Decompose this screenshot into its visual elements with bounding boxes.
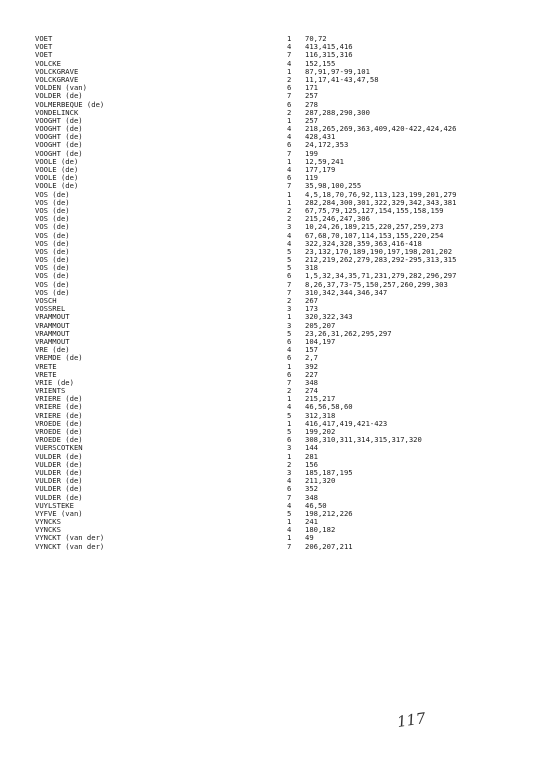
entry-pages: 12,59,241 (305, 156, 344, 166)
entry-volume: 1 (287, 197, 292, 207)
entry-volume: 6 (287, 435, 292, 445)
entry-surname: VYFVE (van) (35, 508, 83, 518)
entry-surname: VRIERE (de) (35, 410, 83, 420)
entry-volume: 5 (287, 263, 292, 273)
index-entry (0, 371, 549, 379)
entry-surname: VRE (de) (35, 345, 70, 355)
entry-surname: VULDER (de) (35, 451, 83, 461)
entry-volume: 4 (287, 58, 292, 68)
entry-pages: 49 (305, 533, 314, 543)
entry-volume: 6 (287, 369, 292, 379)
entry-pages: 11,17,41-43,47,58 (305, 74, 379, 84)
entry-surname: VOET (35, 50, 53, 60)
entry-volume: 3 (287, 443, 292, 453)
entry-volume: 7 (287, 91, 292, 101)
index-entry (0, 510, 549, 518)
index-entry (0, 158, 549, 166)
index-entry (0, 166, 549, 174)
entry-surname: VYNCKS (35, 525, 61, 535)
index-entry (0, 272, 549, 280)
index-entry (0, 101, 549, 109)
index-entry (0, 51, 549, 59)
entry-volume: 7 (287, 50, 292, 60)
entry-volume: 6 (287, 140, 292, 150)
entry-pages: 156 (305, 459, 318, 469)
entry-surname: VRIE (de) (35, 377, 74, 387)
entry-surname: VOS (de) (35, 287, 70, 297)
entry-volume: 3 (287, 304, 292, 314)
entry-surname: VOS (de) (35, 189, 70, 199)
entry-volume: 3 (287, 320, 292, 330)
entry-volume: 1 (287, 361, 292, 371)
entry-pages: 144 (305, 443, 318, 453)
entry-volume: 6 (287, 271, 292, 281)
index-entry (0, 543, 549, 551)
entry-pages: 206,207,211 (305, 541, 353, 551)
entry-surname: VULDER (de) (35, 459, 83, 469)
entry-surname: VUYLSTEKE (35, 500, 74, 510)
entry-pages: 312,318 (305, 410, 336, 420)
entry-pages: 180,182 (305, 525, 336, 535)
entry-volume: 1 (287, 156, 292, 166)
entry-pages: 211,320 (305, 476, 336, 486)
index-entry (0, 322, 549, 330)
entry-volume: 4 (287, 238, 292, 248)
entry-volume: 6 (287, 173, 292, 183)
entry-pages: 104,197 (305, 336, 336, 346)
entry-surname: VOOGHT (de) (35, 140, 83, 150)
entry-surname: VOS (de) (35, 246, 70, 256)
entry-surname: VROEDE (de) (35, 435, 83, 445)
entry-pages: 177,179 (305, 165, 336, 174)
entry-surname: VREMDE (de) (35, 353, 83, 363)
entry-volume: 1 (287, 189, 292, 199)
entry-surname: VOOLE (de) (35, 165, 79, 174)
entry-surname: VOS (de) (35, 255, 70, 265)
entry-pages: 185,187,195 (305, 467, 353, 477)
entry-pages: 87,91,97-99,101 (305, 66, 370, 76)
entry-volume: 2 (287, 74, 292, 84)
entry-surname: VOS (de) (35, 222, 70, 232)
entry-volume: 5 (287, 328, 292, 338)
entry-pages: 215,246,247,306 (305, 214, 370, 224)
entry-surname: VUERSCOTKEN (35, 443, 83, 453)
entry-pages: 173 (305, 304, 318, 314)
entry-surname: VOOGHT (de) (35, 115, 83, 125)
entry-surname: VRAMMOUT (35, 328, 70, 338)
entry-volume: 4 (287, 345, 292, 355)
entry-pages: 67,68,70,107,114,153,155,220,254 (305, 230, 444, 240)
index-entry (0, 207, 549, 215)
entry-surname: VRETE (35, 361, 57, 371)
entry-pages: 2,7 (305, 353, 318, 363)
entry-surname: VOOGHT (de) (35, 148, 83, 158)
index-entry (0, 363, 549, 371)
index-entry (0, 43, 549, 51)
entry-pages: 392 (305, 361, 318, 371)
entry-volume: 4 (287, 124, 292, 134)
entry-volume: 7 (287, 287, 292, 297)
entry-volume: 7 (287, 377, 292, 387)
entry-surname: VROEDE (de) (35, 418, 83, 428)
entry-pages: 287,288,290,300 (305, 107, 370, 117)
entry-volume: 2 (287, 214, 292, 224)
entry-surname: VOLDEN (van) (35, 83, 87, 93)
entry-surname: VOOLE (de) (35, 181, 79, 191)
index-entry (0, 182, 549, 190)
index-entry (0, 240, 549, 248)
entry-pages: 157 (305, 345, 318, 355)
entry-pages: 67,75,79,125,127,154,155,158,159 (305, 205, 444, 215)
entry-pages: 320,322,343 (305, 312, 353, 322)
entry-surname: VULDER (de) (35, 476, 83, 486)
entry-volume: 6 (287, 484, 292, 494)
entry-surname: VULDER (de) (35, 467, 83, 477)
entry-volume: 1 (287, 517, 292, 527)
entry-pages: 416,417,419,421-423 (305, 418, 388, 428)
entry-volume: 7 (287, 279, 292, 289)
entry-volume: 4 (287, 402, 292, 412)
entry-pages: 70,72 (305, 34, 327, 43)
entry-pages: 267 (305, 296, 318, 305)
index-entry (0, 281, 549, 289)
entry-pages: 199 (305, 148, 318, 158)
entry-surname: VOET (35, 42, 53, 52)
entry-surname: VOET (35, 34, 53, 43)
entry-volume: 4 (287, 476, 292, 486)
entry-pages: 227 (305, 369, 318, 379)
index-entry (0, 215, 549, 223)
entry-pages: 1,5,32,34,35,71,231,279,282,296,297 (305, 271, 457, 281)
entry-pages: 282,284,300,301,322,329,342,343,381 (305, 197, 457, 207)
entry-volume: 2 (287, 296, 292, 305)
entry-surname: VULDER (de) (35, 492, 83, 502)
entry-volume: 1 (287, 451, 292, 461)
entry-volume: 3 (287, 222, 292, 232)
entry-surname: VOOLE (de) (35, 156, 79, 166)
entry-volume: 6 (287, 353, 292, 363)
entry-surname: VOS (de) (35, 279, 70, 289)
entry-surname: VOOLE (de) (35, 173, 79, 183)
entry-surname: VOSSREL (35, 304, 66, 314)
entry-pages: 46,50 (305, 500, 327, 510)
entry-volume: 4 (287, 165, 292, 174)
entry-pages: 413,415,416 (305, 42, 353, 52)
entry-volume: 7 (287, 148, 292, 158)
index-entry (0, 494, 549, 502)
entry-pages: 308,310,311,314,315,317,320 (305, 435, 422, 445)
entry-volume: 1 (287, 533, 292, 543)
entry-volume: 7 (287, 181, 292, 191)
index-entry (0, 60, 549, 68)
entry-surname: VYNCKS (35, 517, 61, 527)
index-entry (0, 297, 549, 305)
entry-volume: 5 (287, 508, 292, 518)
entry-surname: VOLCKGRAVE (35, 74, 79, 84)
index-entry (0, 150, 549, 158)
entry-pages: 23,26,31,262,295,297 (305, 328, 392, 338)
entry-pages: 218,265,269,363,409,420-422,424,426 (305, 124, 457, 134)
entry-pages: 348 (305, 492, 318, 502)
index-entry (0, 289, 549, 297)
index-entry (0, 338, 549, 346)
entry-pages: 10,24,26,189,215,220,257,259,273 (305, 222, 444, 232)
entry-volume: 4 (287, 132, 292, 142)
entry-surname: VOS (de) (35, 205, 70, 215)
entry-pages: 212,219,262,279,283,292-295,313,315 (305, 255, 457, 265)
entry-surname: VULDER (de) (35, 484, 83, 494)
entry-pages: 274 (305, 386, 318, 396)
entry-surname: VONDELINCK (35, 107, 79, 117)
entry-volume: 5 (287, 255, 292, 265)
handwritten-page-number: 117 (395, 709, 427, 731)
entry-surname: VROEDE (de) (35, 427, 83, 436)
entry-pages: 318 (305, 263, 318, 273)
entry-pages: 278 (305, 99, 318, 109)
entry-surname: VRAMMOUT (35, 312, 70, 322)
index-entry (0, 518, 549, 526)
entry-pages: 281 (305, 451, 318, 461)
entry-pages: 257 (305, 91, 318, 101)
entry-surname: VOS (de) (35, 238, 70, 248)
entry-volume: 1 (287, 115, 292, 125)
entry-surname: VRIENTS (35, 386, 66, 396)
index-entry (0, 256, 549, 264)
entry-surname: VOLDER (de) (35, 91, 83, 101)
entry-volume: 1 (287, 66, 292, 76)
entry-pages: 119 (305, 173, 318, 183)
entry-surname: VOLCKGRAVE (35, 66, 79, 76)
entry-surname: VOOGHT (de) (35, 124, 83, 134)
entry-volume: 2 (287, 205, 292, 215)
entry-surname: VYNCKT (van der) (35, 533, 105, 543)
entry-volume: 5 (287, 410, 292, 420)
entry-surname: VOSCH (35, 296, 57, 305)
entry-volume: 4 (287, 525, 292, 535)
index-entry (0, 232, 549, 240)
entry-pages: 198,212,226 (305, 508, 353, 518)
entry-volume: 5 (287, 246, 292, 256)
entry-volume: 6 (287, 336, 292, 346)
entry-pages: 8,26,37,73-75,150,257,260,299,303 (305, 279, 448, 289)
entry-surname: VOS (de) (35, 214, 70, 224)
entry-volume: 5 (287, 427, 292, 436)
entry-surname: VRETE (35, 369, 57, 379)
entry-volume: 4 (287, 230, 292, 240)
index-entry (0, 199, 549, 207)
entry-surname: VOS (de) (35, 197, 70, 207)
entry-pages: 171 (305, 83, 318, 93)
entry-surname: VYNCKT (van der) (35, 541, 105, 551)
entry-pages: 35,98,100,255 (305, 181, 362, 191)
index-entry (0, 330, 549, 338)
entry-pages: 24,172,353 (305, 140, 349, 150)
index-entry (0, 223, 549, 231)
entry-pages: 199,202 (305, 427, 336, 436)
index-entry (0, 191, 549, 199)
index-entry (0, 305, 549, 313)
entry-pages: 257 (305, 115, 318, 125)
entry-surname: VOOGHT (de) (35, 132, 83, 142)
entry-volume: 7 (287, 492, 292, 502)
entry-pages: 152,155 (305, 58, 336, 68)
entry-surname: VRAMMOUT (35, 336, 70, 346)
index-entry (0, 248, 549, 256)
entry-volume: 2 (287, 107, 292, 117)
entry-surname: VRIERE (de) (35, 402, 83, 412)
index-entry (0, 174, 549, 182)
entry-surname: VRIERE (de) (35, 394, 83, 404)
entry-pages: 241 (305, 517, 318, 527)
entry-volume: 2 (287, 386, 292, 396)
entry-volume: 1 (287, 418, 292, 428)
entry-volume: 6 (287, 99, 292, 109)
entry-volume: 1 (287, 312, 292, 322)
entry-pages: 428,431 (305, 132, 336, 142)
index-entry (0, 313, 549, 321)
index-entry (0, 379, 549, 387)
entry-surname: VOLCKE (35, 58, 61, 68)
entry-pages: 205,207 (305, 320, 336, 330)
entry-volume: 7 (287, 541, 292, 551)
entry-pages: 310,342,344,346,347 (305, 287, 388, 297)
entry-volume: 3 (287, 467, 292, 477)
entry-surname: VOS (de) (35, 230, 70, 240)
entry-pages: 4,5,18,70,76,92,113,123,199,201,279 (305, 189, 457, 199)
entry-volume: 4 (287, 42, 292, 52)
entry-pages: 23,132,170,189,190,197,198,201,202 (305, 246, 453, 256)
entry-pages: 46,56,58,60 (305, 402, 353, 412)
entry-volume: 2 (287, 459, 292, 469)
entry-pages: 322,324,328,359,363,416-418 (305, 238, 422, 248)
entry-surname: VOLMERBEQUE (de) (35, 99, 105, 109)
entry-volume: 1 (287, 394, 292, 404)
entry-pages: 352 (305, 484, 318, 494)
index-entry (0, 35, 549, 43)
index-entry (0, 264, 549, 272)
entry-pages: 215,217 (305, 394, 336, 404)
index-entry (0, 68, 549, 76)
entry-pages: 116,315,316 (305, 50, 353, 60)
entry-volume: 1 (287, 34, 292, 43)
entry-surname: VOS (de) (35, 271, 70, 281)
index-list (0, 35, 549, 551)
entry-volume: 4 (287, 500, 292, 510)
entry-pages: 348 (305, 377, 318, 387)
entry-volume: 6 (287, 83, 292, 93)
entry-surname: VRAMMOUT (35, 320, 70, 330)
entry-surname: VOS (de) (35, 263, 70, 273)
index-entry (0, 354, 549, 362)
